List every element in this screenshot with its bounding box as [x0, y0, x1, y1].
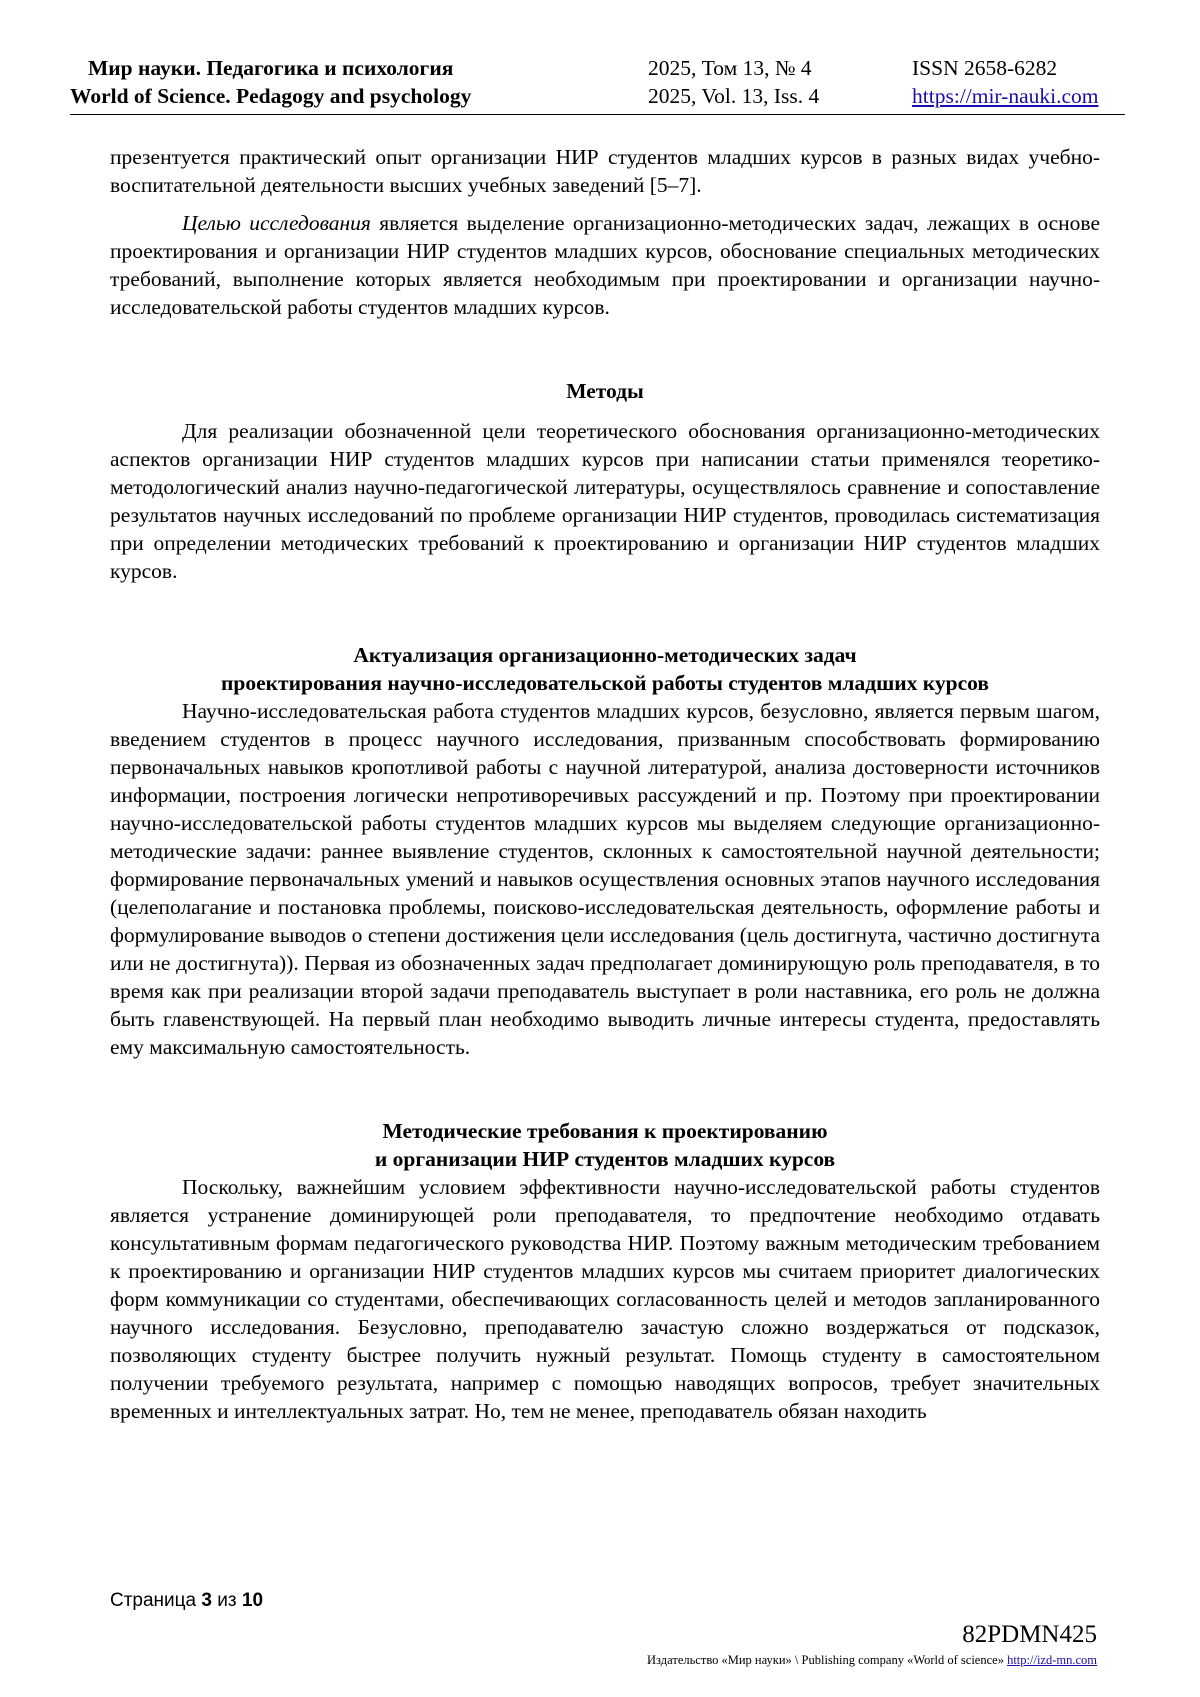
section3-paragraph: Поскольку, важнейшим условием эффективности научно-исследовательской работы студентов является устранение доминирующей роли преподавателя, то предпочтение необходимо отдавать консультативным формам педагогического руководства НИР. Поэтому важным методическим требованием к проектированию и организации НИР студентов младших курсов мы считаем приоритет диалогических форм коммуникации со студентами, обеспечивающих согласованность целей и методов запланированного научного исследования. Безусловно, преподавателю зачастую сложно воздержаться от подсказок, позволяющих студенту быстрее получить нужный результат. Помощь студенту в самостоятельном получении требуемого результата, например с помощью наводящих вопросов, требует значительных временных и интеллектуальных затрат. Но, тем не менее, преподаватель обязан находить	[110, 1175, 1100, 1423]
journal-website-link[interactable]: https://mir-nauki.com	[912, 84, 1099, 108]
volume-en: 2025, Vol. 13, Iss. 4	[648, 84, 820, 108]
section3-heading	[110, 1117, 1100, 1173]
aim-lead: Целью исследования	[182, 211, 371, 235]
volume-ru: 2025, Том 13, № 4	[648, 56, 812, 80]
page-number	[110, 1589, 263, 1613]
publisher-line	[647, 1652, 1097, 1668]
journal-title-en: World of Science. Pedagogy and psychology	[70, 84, 472, 108]
journal-header	[70, 50, 1125, 115]
intro-continuation: презентуется практический опыт организации НИР студентов младших курсов в разных видах учебно-воспитательной деятельности высших учебных заведений [5–7].	[110, 145, 1100, 197]
section2-heading	[110, 641, 1100, 697]
methods-heading: Методы	[566, 379, 644, 403]
section3-heading-line2: и организации НИР студентов младших курсов	[374, 1147, 836, 1171]
aim-paragraph	[110, 209, 1100, 321]
page-current: 3	[201, 1590, 212, 1611]
journal-title-ru: Мир науки. Педагогика и психология	[88, 56, 454, 80]
publisher-link[interactable]: http://izd-mn.com	[1007, 1653, 1097, 1667]
article-body	[110, 143, 1100, 1425]
page-total: 10	[241, 1590, 264, 1611]
issn: ISSN 2658-6282	[912, 56, 1058, 80]
section3-heading-line1: Методические требования к проектированию	[382, 1119, 828, 1143]
section2-heading-line2: проектирования научно-исследовательской работы студентов младших курсов	[221, 671, 989, 695]
aim-text: является выделение организационно-методических задач, лежащих в основе проектирования и организации НИР студентов младших курсов, обоснование специальных методических требований, выполнение которых является необходимым при проектировании и организации научно-исследовательской работы студентов младших курсов.	[110, 211, 1101, 319]
article-code: 82PDMN425	[962, 1621, 1097, 1648]
section2-heading-line1: Актуализация организационно-методических задач	[353, 643, 857, 667]
publisher-text: Издательство «Мир науки» \ Publishing company «World of science»	[647, 1653, 1004, 1667]
page-word: Страница	[110, 1590, 197, 1611]
page-of: из	[217, 1590, 237, 1611]
methods-paragraph: Для реализации обозначенной цели теоретического обоснования организационно-методических аспектов организации НИР студентов младших курсов при написании статьи применялся теоретико-методологический анализ научно-педагогической литературы, осуществлялось сравнение и сопоставление результатов научных исследований по проблеме организации НИР студентов, проводилась систематизация при определении методических требований к проектированию и организации НИР студентов младших курсов.	[110, 419, 1100, 583]
section2-paragraph: Научно-исследовательская работа студентов младших курсов, безусловно, является первым шагом, введением студентов в процесс научного исследования, призванным способствовать формированию первоначальных навыков кропотливой работы с научной литературой, анализа достоверности источников информации, построения логически непротиворечивых рассуждений и пр. Поэтому при проектировании научно-исследовательской работы студентов младших курсов мы выделяем следующие организационно-методические задачи: раннее выявление студентов, склонных к самостоятельной научной деятельности; формирование первоначальных умений и навыков осуществления основных этапов научного исследования (целеполагание и постановка проблемы, поисково-исследовательская деятельность, оформление работы и формулирование выводов о степени достижения цели исследования (цель достигнута, частично достигнута или не достигнута)). Первая из обозначенных задач предполагает доминирующую роль преподавателя, в то время как при реализации второй задачи преподаватель выступает в роли наставника, его роль не должна быть главенствующей. На первый план необходимо выводить личные интересы студента, предоставлять ему максимальную самостоятельность.	[110, 699, 1100, 1059]
